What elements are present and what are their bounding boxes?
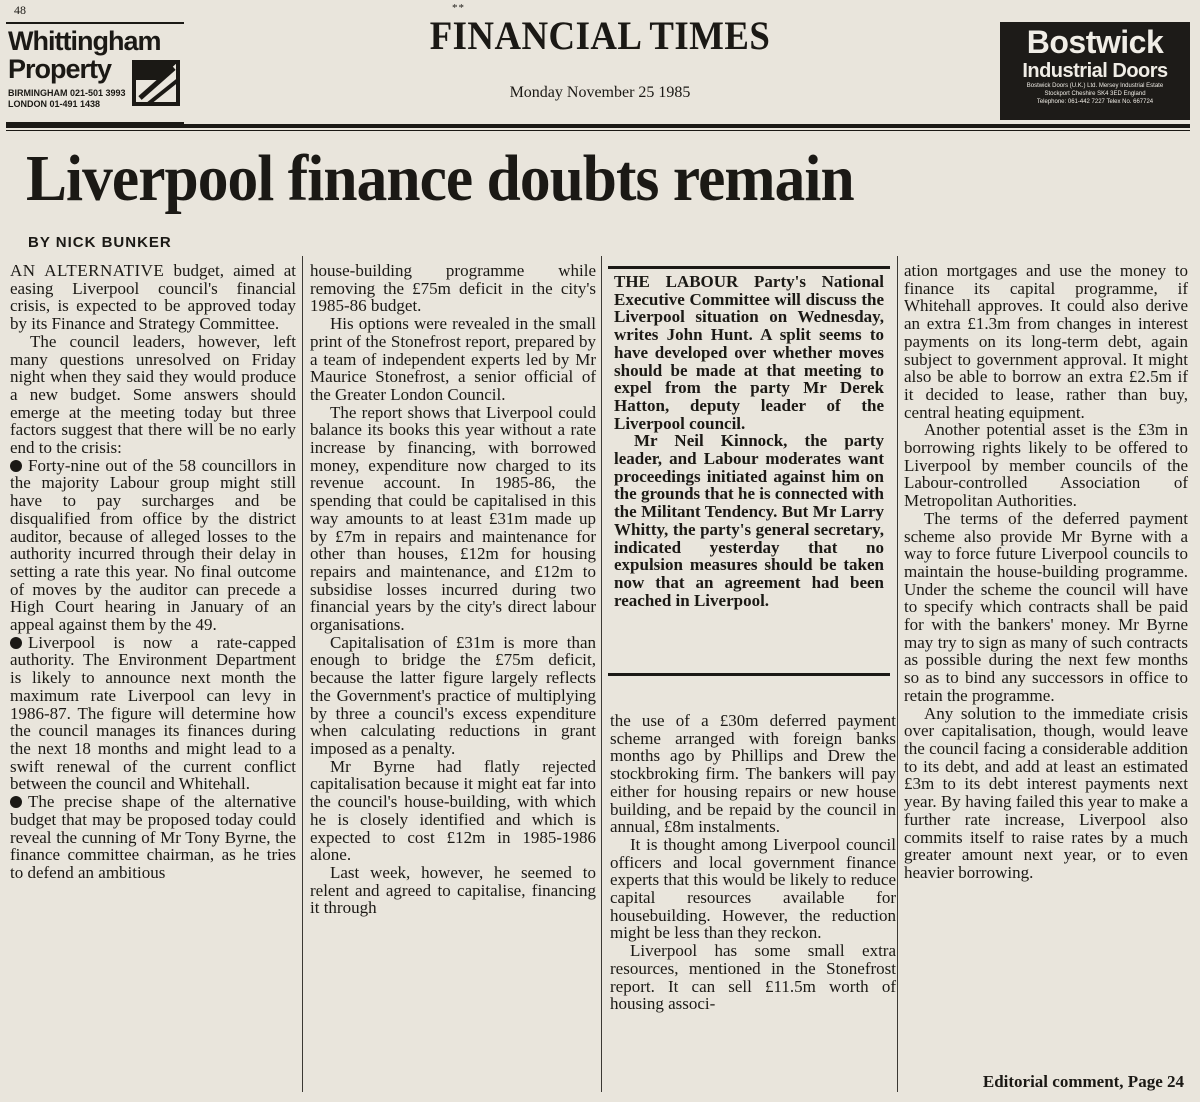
article-paragraph [10, 262, 296, 333]
ad-right-address1: Bostwick Doors (U.K.) Ltd. Mersey Industrial Estate [1026, 83, 1164, 89]
ad-right-brand: Bostwick [1026, 24, 1164, 60]
edition-marker: ** [452, 2, 465, 14]
ad-left-brand-line1: Whittingham [8, 26, 161, 56]
bullet-icon [10, 637, 22, 649]
column-rule [601, 256, 602, 1092]
bullet-text: Liverpool is now a rate-capped authority. The Environment Department is likely to announce next month the maximum rate Liverpool can levy in 1986-87. The figure will determine how the council manages its finances during the next 18 months and might lead to a swift renewal of the current conflict between the council and Whitehall. [10, 632, 296, 794]
article-paragraph: The council leaders, however, left many questions unresolved on Friday night when they said they would produce a new budget. Some answers should emerge at the meeting today but three factors suggest that there will be no early end to the crisis: [10, 331, 296, 458]
article-paragraph: Liverpool has some small extra resources, mentioned in the Stonefrost report. It can sell £11.5m worth of housing associ- [610, 941, 896, 1014]
lead-paragraph-text: budget, aimed at easing Liverpool council's financial crisis, is expected to be approved today by its Finance and Strategy Committee. [10, 261, 297, 334]
bullet-paragraph [10, 457, 296, 634]
article-paragraph: The report shows that Liverpool could balance its books this year without a rate increase by financing, with borrowed money, expenditure now charged to its revenue account. In 1985-86, the spending that could be capitalised in this way amounts to at least £31m made up by £7m in repairs and maintenance for other than houses, £12m for housing repairs and maintenance, and £12m to subsidise losses incurred during two financial years by the city's direct labour organisations. [310, 402, 596, 635]
article-paragraph: ation mortgages and use the money to finance its capital programme, if Whitehall approves. It could also derive an extra £1.3m from changes in interest payments on its long-term debt, again subject to government approval. It might also be able to borrow an extra £2.5m if it decided to lease, rather than buy, central heating equipment. [904, 261, 1188, 422]
article-paragraph: Mr Byrne had flatly rejected capitalisation because it might eat far into the council's house-building, with which he is closely identified and which is expected to cost £12m in 1985-1986 alone. [310, 756, 596, 865]
bostwick-doors-advert [1000, 22, 1190, 120]
newspaper-title: FINANCIAL TIMES [429, 13, 771, 58]
page-number: 48 [14, 3, 26, 17]
bullet-icon [10, 796, 22, 808]
labour-party-sidebar-box [608, 266, 890, 676]
bullet-paragraph [10, 634, 296, 793]
article-paragraph: His options were revealed in the small print of the Stonefrost report, prepared by a team of independent experts led by Mr Maurice Stonefrost, a senior official of the Greater London Council. [310, 314, 596, 404]
ad-right-address2: Stockport Cheshire SK4 3ED England [1044, 91, 1146, 97]
article-column-1 [10, 262, 296, 882]
article-column-3 [610, 712, 896, 1013]
ad-left-phone-london: LONDON 01-491 1438 [8, 99, 101, 109]
article-paragraph: The terms of the deferred payment scheme also provide Mr Byrne with a way to force future Liverpool councils to maintain the house-building programme. Under the scheme the council will have to specify which contracts shall be paid for with the bankers' money. Mr Byrne may try to sign as many of such contracts as possible during the next few months so as to bind any successors in office to retain the programme. [904, 508, 1188, 705]
article-paragraph: Capitalisation of £31m is more than enough to bridge the £75m deficit, because the latter figure largely reflects the Government's practice of multiplying by three a council's excess expenditure when calculating reductions in grant imposed as a penalty. [310, 632, 596, 758]
bullet-paragraph [10, 793, 296, 882]
article-byline: BY NICK BUNKER [28, 234, 172, 251]
article-paragraph: It is thought among Liverpool council officers and local government finance experts that this would be likely to reduce capital resources available for housebuilding. However, the reduction might be less than they reckon. [610, 834, 896, 943]
masthead [190, 12, 1010, 102]
article-paragraph: Another potential asset is the £3m in borrowing rights likely to be offered to Liverpool by member councils of the Labour-controlled Association of Metropolitan Authorities. [904, 420, 1188, 511]
whittingham-logo-icon [128, 58, 184, 108]
article-paragraph: Last week, however, he seemed to relent and agreed to capitalise, financing it through [310, 862, 596, 918]
sidebar-paragraph: Mr Neil Kinnock, the party leader, and Labour moderates want proceedings initiated against him on the grounds that he is connected with the Militant Tendency. But Mr Larry Whitty, the party's general secretary, indicated yesterday that no expulsion measures should be taken now that an agreement had been reached in Liverpool. [614, 431, 884, 610]
editorial-reference: Editorial comment, Page 24 [982, 1072, 1184, 1091]
article-paragraph: the use of a £30m deferred payment scheme arranged with foreign banks months ago by Phillips and Drew the stockbroking firm. The bankers will pay either for housing repairs or new house building, and be repaid by the council in annual, £8m instalments. [610, 711, 896, 837]
ad-left-phone-birmingham: BIRMINGHAM 021-501 3993 [8, 88, 126, 98]
bullet-text: The precise shape of the alternative budget that may be proposed today could reveal the cunning of Mr Tony Byrne, the finance committee chairman, as he tries to defend an ambitious [10, 792, 296, 882]
bullet-text: Forty-nine out of the 58 councillors in the majority Labour group might still have to pay surcharges and be disqualified from office by the district auditor, because of alleged losses to the authority incurred through their delay in setting a rate this year. No final outcome of moves by the auditor can precede a High Court hearing in January of an appeal against them by the 49. [10, 455, 296, 635]
column-rule [302, 256, 303, 1092]
article-paragraph: house-building programme while removing the £75m deficit in the city's 1985-86 budget. [310, 261, 596, 316]
lead-in: AN ALTERNATIVE [10, 261, 165, 280]
publication-date: Monday November 25 1985 [509, 84, 691, 101]
whittingham-property-advert [6, 22, 184, 124]
sidebar-paragraph: THE LABOUR Party's National Executive Committee will discuss the Liverpool situation on Wednesday, writes John Hunt. A split seems to have developed over whether moves should be made at that meeting to expel from the party Mr Derek Hatton, deputy leader of the Liverpool council. [614, 272, 884, 433]
ad-left-brand-line2: Property [8, 54, 112, 84]
masthead-rule [6, 124, 1190, 128]
bullet-icon [10, 460, 22, 472]
masthead-rule-thin [6, 130, 1190, 131]
column-rule [897, 256, 898, 1092]
ad-right-tagline: Industrial Doors [1022, 60, 1168, 82]
ad-right-telephone: Telephone: 061-442 7227 Telex No. 667724 [1036, 99, 1154, 105]
article-column-4 [904, 262, 1188, 882]
article-headline: Liverpool finance doubts remain [26, 142, 854, 215]
article-paragraph: Any solution to the immediate crisis over capitalisation, though, would leave the council facing a considerable addition to its debt, and add at least an estimated £3m to its debt interest payments next year. By having failed this year to make a further rate increase, Liverpool also commits itself to raise rates by a much greater amount next year, or to even heavier borrowing. [904, 703, 1188, 882]
article-column-2 [310, 262, 596, 917]
